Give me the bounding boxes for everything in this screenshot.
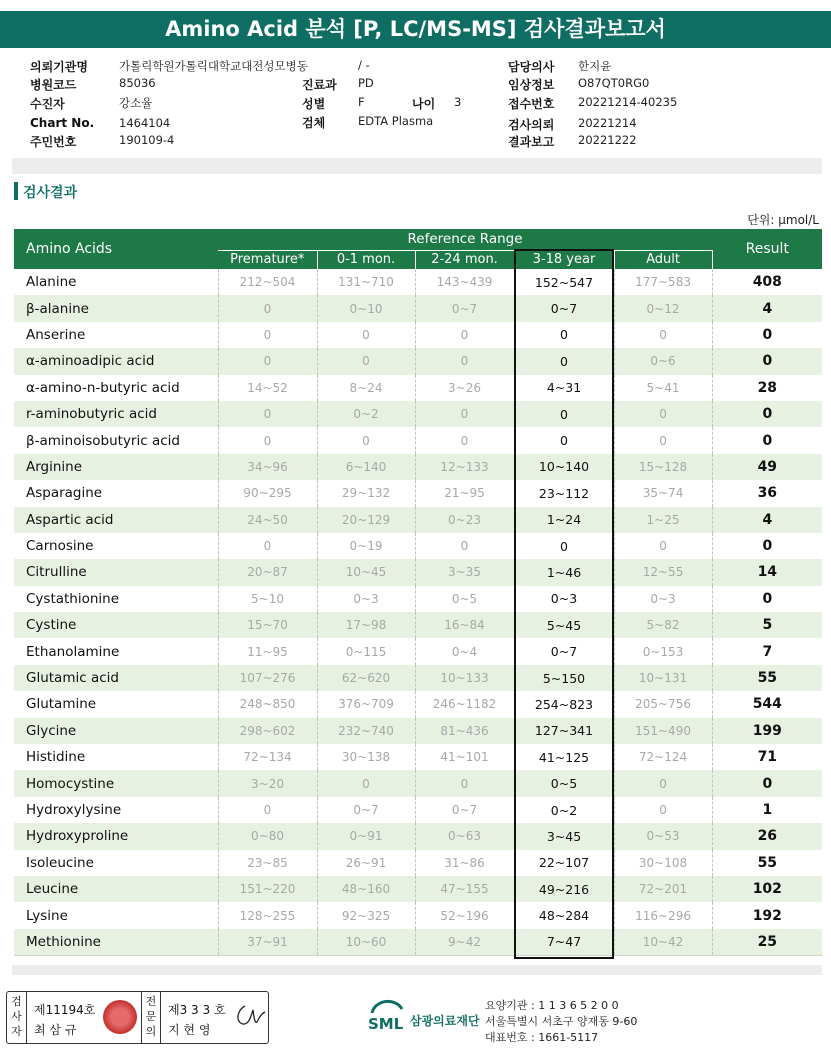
report-label: 결과보고 [508,135,555,149]
reference-range-selected: 0~7 [514,638,614,664]
receipt-label: 접수번호 [508,97,555,111]
subheader-age-group: Premature* [218,250,317,269]
request-label: 검사의뢰 [508,118,555,132]
reference-range: 0 [415,533,514,559]
table-row [14,401,822,427]
signature-icon [233,1000,267,1030]
reference-range-selected: 0 [514,322,614,348]
reference-range: 10~131 [614,665,712,691]
reference-range-selected: 127~341 [514,718,614,744]
reference-range: 5~10 [218,586,317,612]
reference-range-selected: 41~125 [514,744,614,770]
table-row [14,427,822,453]
reference-range: 246~1182 [415,691,514,717]
clinical-label: 임상정보 [508,78,555,92]
reference-range: 0~7 [415,797,514,823]
table-row [14,295,822,321]
reference-range: 0 [317,427,415,453]
reference-range: 0~53 [614,823,712,849]
reference-range: 0~5 [415,586,514,612]
reference-range: 0 [317,322,415,348]
reference-range: 10~42 [614,929,712,955]
reference-range-selected: 0 [514,401,614,427]
footer-divider [12,965,822,975]
sml-logo-icon [366,997,408,1037]
section-title-text: 검사결과 [23,185,78,201]
reference-range: 0 [415,322,514,348]
reference-range: 0 [415,348,514,374]
reference-range: 0 [614,401,712,427]
subheader-age-group: 0-1 mon. [317,250,415,269]
code-value: 85036 [119,76,156,90]
reference-range-selected: 1~46 [514,559,614,585]
result-value: 5 [712,612,822,638]
reference-range: 41~101 [415,744,514,770]
result-value: 1 [762,802,773,818]
reference-range: 20~129 [317,507,415,533]
result-value: 49 [712,454,822,480]
specialist-number: 제3 3 3 호 [168,1003,226,1017]
patient-info [0,56,831,156]
table-row [14,850,822,876]
amino-acid-name: Methionine [14,929,218,955]
reference-range: 0~7 [317,797,415,823]
result-value: 199 [712,718,822,744]
reference-range-selected: 7~47 [514,929,614,955]
reference-range: 0~7 [415,295,514,321]
result-value: 71 [757,749,778,766]
reference-range: 0 [218,427,317,453]
amino-acid-name: Cystathionine [14,586,218,612]
reference-range: 23~85 [218,850,317,876]
result-value: 102 [712,876,822,902]
reference-range-selected: 0 [514,348,614,374]
table-row [14,744,822,770]
amino-acid-name: Homocystine [14,770,218,796]
reference-range: 81~436 [415,718,514,744]
reference-range: 0 [415,427,514,453]
amino-acid-name: Glutamine [14,691,218,717]
amino-acid-name: α-aminoadipic acid [14,348,218,374]
reference-range: 11~95 [218,638,317,664]
receipt-value: 20221214-40235 [578,95,678,109]
specimen-value: EDTA Plasma [358,114,434,128]
reference-range-selected: 0~3 [514,586,614,612]
table-row [14,507,822,533]
reference-range: 0~10 [317,295,415,321]
amino-acid-name: Glutamic acid [14,665,218,691]
table-row [14,533,822,559]
table-row [14,691,822,717]
reference-range-selected: 22~107 [514,850,614,876]
amino-acid-name: Citrulline [14,559,218,585]
reference-range: 16~84 [415,612,514,638]
reference-range: 151~220 [218,876,317,902]
table-row [14,638,822,664]
chart-label: Chart No. [30,116,95,130]
doctor-vertical-label: 전문의 [141,992,161,1043]
reference-range: 35~74 [614,480,712,506]
subheader-age-group: 2-24 mon. [415,250,514,269]
table-row [14,322,822,348]
resident-value: 190109-4 [119,133,175,147]
reference-range: 10~60 [317,929,415,955]
reference-range: 3~20 [218,770,317,796]
reference-range: 143~439 [415,269,514,295]
clinical-value: O87QT0RG0 [578,76,650,90]
subheader-age-group: Adult [614,250,712,269]
hospital-label: 의뢰기관명 [30,60,88,74]
reference-range-selected: 0~2 [514,797,614,823]
amino-acid-name: Alanine [14,269,218,295]
report-title: Amino Acid 분석 [P, LC/MS-MS] 검사결과보고서 [0,11,831,48]
collector-value: 강소율 [119,96,153,110]
amino-acid-name: Anserine [14,322,218,348]
reference-range: 0 [218,348,317,374]
reference-range-selected: 0~5 [514,770,614,796]
amino-acid-name: Aspartic acid [14,507,218,533]
amino-acid-name: Lysine [14,902,218,928]
amino-acid-name: β-alanine [14,295,218,321]
reference-range: 232~740 [317,718,415,744]
reference-range-selected: 254~823 [514,691,614,717]
reference-range-selected: 4~31 [514,375,614,401]
sex-label: 성별 [302,97,326,111]
reference-range: 0~153 [614,638,712,664]
table-row [14,269,822,295]
request-value: 20221214 [578,116,637,130]
reference-range: 131~710 [317,269,415,295]
reference-range: 107~276 [218,665,317,691]
result-value: 28 [757,379,778,396]
foundation-name: 삼광의료재단 [410,1014,480,1028]
specialist-name: 지 현 영 [168,1023,211,1037]
table-row [14,586,822,612]
tester-name: 최 삼 규 [34,1023,77,1037]
tester-vertical-label: 검사자 [7,992,27,1043]
reference-range: 0~3 [614,586,712,612]
reference-range: 9~42 [415,929,514,955]
reference-range: 30~138 [317,744,415,770]
reference-range: 0~12 [614,295,712,321]
reference-range-selected: 49~216 [514,876,614,902]
result-value: 55 [757,854,778,871]
table-row [14,770,822,796]
reference-range: 72~124 [614,744,712,770]
chart-value: 1464104 [119,116,171,130]
doctor-value: 한지윤 [578,59,612,73]
reference-range: 205~756 [614,691,712,717]
reference-range: 0~91 [317,823,415,849]
amino-acid-name: Glycine [14,718,218,744]
reference-range-selected: 23~112 [514,480,614,506]
lab-address: 서울특별시 서초구 양재동 9-60 [485,1015,638,1028]
table-row [14,665,822,691]
table-row [14,559,822,585]
reference-range: 0~19 [317,533,415,559]
reference-range: 29~132 [317,480,415,506]
reference-range: 151~490 [614,718,712,744]
reference-range: 31~86 [415,850,514,876]
doctor-label: 담당의사 [508,60,555,74]
section-title [14,182,77,200]
signature-box [6,991,269,1044]
reference-range: 17~98 [317,612,415,638]
header-result: Result [712,229,822,269]
reference-range: 62~620 [317,665,415,691]
reference-range: 5~82 [614,612,712,638]
result-value: 55 [712,665,822,691]
reference-range: 21~95 [415,480,514,506]
reference-range: 128~255 [218,902,317,928]
amino-acid-name: Hydroxyproline [14,823,218,849]
unit-label: 단위: μmol/L [747,213,819,227]
result-value: 26 [712,823,822,849]
result-value: 0 [762,590,773,607]
table-row [14,454,822,480]
reference-range: 72~134 [218,744,317,770]
result-value: 4 [712,507,822,533]
amino-acid-name: β-aminoisobutyric acid [14,427,218,453]
amino-acid-name: Arginine [14,454,218,480]
reference-range: 0 [614,533,712,559]
reference-range: 1~25 [614,507,712,533]
reference-range: 0~115 [317,638,415,664]
reference-range-selected: 48~284 [514,902,614,928]
reference-range: 24~50 [218,507,317,533]
result-value: 544 [752,696,782,713]
reference-range: 15~128 [614,454,712,480]
reference-range-selected: 3~45 [514,823,614,849]
ward-value: / - [358,58,370,72]
reference-range: 0 [614,322,712,348]
tester-number: 제11194호 [34,1003,96,1017]
reference-range: 0~4 [415,638,514,664]
reference-range: 47~155 [415,876,514,902]
reference-range: 0~6 [614,348,712,374]
reference-range: 0~2 [317,401,415,427]
amino-acid-name: Asparagine [14,480,218,506]
amino-acid-name: r-aminobutyric acid [14,401,218,427]
subheader-age-group: 3-18 year [514,250,614,269]
reference-range: 0 [614,770,712,796]
reference-range: 212~504 [218,269,317,295]
reference-range-selected: 10~140 [514,454,614,480]
table-row [14,348,822,374]
table-row [14,902,822,928]
result-value: 7 [762,643,773,660]
result-value: 0 [762,432,773,449]
reference-range: 52~196 [415,902,514,928]
reference-range: 5~41 [614,375,712,401]
svg-text:SML: SML [368,1015,404,1033]
reference-range: 6~140 [317,454,415,480]
reference-range: 26~91 [317,850,415,876]
header-divider [12,158,822,174]
specimen-label: 검체 [302,116,326,130]
reference-range: 0 [218,797,317,823]
reference-range: 14~52 [218,375,317,401]
reference-range: 12~133 [415,454,514,480]
age-group-highlight [514,249,614,959]
reference-range: 0~63 [415,823,514,849]
reference-range: 116~296 [614,902,712,928]
amino-acid-name: Cystine [14,612,218,638]
reference-range: 0 [415,401,514,427]
reference-range: 37~91 [218,929,317,955]
report-value: 20221222 [578,133,637,147]
result-value: 0 [712,401,822,427]
result-value: 192 [752,907,782,924]
table-row [14,718,822,744]
result-value: 25 [712,929,822,955]
lab-code: 요양기관 : 1 1 3 6 5 2 0 0 [485,999,619,1012]
reference-range: 0~3 [317,586,415,612]
result-value: 408 [752,274,782,291]
amino-acid-name: Ethanolamine [14,638,218,664]
reference-range: 15~70 [218,612,317,638]
amino-acid-name: Hydroxylysine [14,797,218,823]
dept-label: 진료과 [302,78,337,92]
result-value: 4 [712,295,822,321]
resident-label: 주민번호 [30,135,77,149]
reference-range: 3~35 [415,559,514,585]
reference-range: 0 [317,770,415,796]
age-value: 3 [454,95,462,109]
reference-range: 34~96 [218,454,317,480]
result-value: 0 [712,348,822,374]
amino-acid-name: Histidine [14,744,218,770]
result-value: 0 [762,538,773,555]
reference-range: 298~602 [218,718,317,744]
result-value: 14 [712,559,822,585]
reference-range: 48~160 [317,876,415,902]
sex-value: F [358,95,365,109]
result-value: 0 [762,326,773,343]
age-label: 나이 [412,97,436,111]
header-amino-acids: Amino Acids [14,229,218,269]
reference-range-selected: 0 [514,427,614,453]
results-table [14,229,822,956]
reference-range: 0 [218,322,317,348]
header-reference-range: Reference Range [218,229,712,250]
reference-range: 376~709 [317,691,415,717]
table-row [14,480,822,506]
reference-range: 177~583 [614,269,712,295]
section-marker [14,182,18,200]
reference-range: 0 [317,348,415,374]
code-label: 병원코드 [30,78,77,92]
table-row [14,797,822,823]
reference-range: 0 [614,427,712,453]
reference-range: 92~325 [317,902,415,928]
reference-range: 0 [614,797,712,823]
amino-acid-name: α-amino-n-butyric acid [14,375,218,401]
reference-range: 20~87 [218,559,317,585]
seal-stamp-icon [103,1000,137,1034]
reference-range: 90~295 [218,480,317,506]
collector-label: 수진자 [30,97,65,111]
reference-range: 0 [415,770,514,796]
reference-range-selected: 5~45 [514,612,614,638]
amino-acid-name: Isoleucine [14,850,218,876]
table-row [14,929,822,955]
reference-range: 12~55 [614,559,712,585]
reference-range-selected: 0 [514,533,614,559]
table-row [14,876,822,902]
reference-range: 10~45 [317,559,415,585]
lab-phone: 대표번호 : 1661-5117 [485,1031,599,1044]
amino-acid-name: Carnosine [14,533,218,559]
reference-range: 8~24 [317,375,415,401]
reference-range: 0~23 [415,507,514,533]
reference-range: 0~80 [218,823,317,849]
reference-range-selected: 1~24 [514,507,614,533]
reference-range: 248~850 [218,691,317,717]
reference-range: 0 [218,533,317,559]
reference-range-selected: 0~7 [514,295,614,321]
reference-range-selected: 152~547 [514,269,614,295]
result-value: 36 [757,485,778,502]
table-row [14,823,822,849]
reference-range: 3~26 [415,375,514,401]
reference-range: 0 [218,295,317,321]
table-row [14,375,822,401]
dept-value: PD [358,76,374,90]
amino-acid-name: Leucine [14,876,218,902]
result-value: 0 [712,770,822,796]
table-row [14,612,822,638]
reference-range: 72~201 [614,876,712,902]
reference-range: 10~133 [415,665,514,691]
reference-range: 0 [218,401,317,427]
hospital-value: 가톨릭학원가톨릭대학교대전성모병동 [119,59,308,73]
reference-range: 30~108 [614,850,712,876]
reference-range-selected: 5~150 [514,665,614,691]
